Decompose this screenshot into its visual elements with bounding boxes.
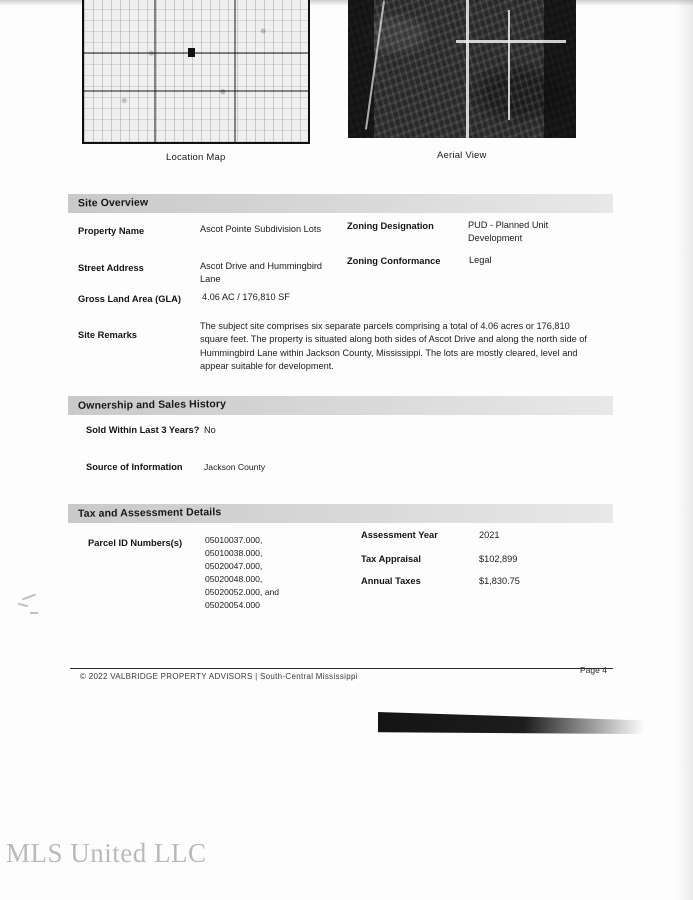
mls-watermark: MLS United LLC [6,838,207,868]
tax-section-title: Tax and Assessment Details [77,506,222,520]
sold-within-3-years-label: Sold Within Last 3 Years? [86,425,200,435]
parcel-id-5: 05020052.000, and [205,587,280,597]
sold-within-3-years-value: No [204,425,216,435]
parcel-id-1: 05010037.000, [205,535,263,545]
location-map-image [82,0,310,144]
aerial-road-vertical [466,0,469,138]
property-name-label: Property Name [78,226,145,236]
ownership-section-bar [68,396,613,415]
footer-page-number: Page 4 [580,665,607,675]
source-of-information-value: Jackson County [204,462,266,472]
parcel-id-4: 05020048.000, [205,574,263,584]
parcel-id-label: Parcel ID Numbers(s) [88,538,183,548]
scan-smudge-artifact [378,712,644,734]
property-name-value: Ascot Pointe Subdivision Lots [200,224,322,234]
street-address-label: Street Address [78,263,144,273]
map-road-horizontal-2 [84,90,310,92]
map-road-vertical-2 [234,0,236,144]
site-overview-title: Site Overview [77,196,149,210]
map-road-vertical [154,0,156,144]
tax-appraisal-label: Tax Appraisal [361,554,421,564]
zoning-conformance-label: Zoning Conformance [347,256,441,266]
scan-speck-3 [30,612,38,614]
aerial-dark-right [544,0,576,138]
site-overview-section-bar [68,194,613,213]
aerial-road-vertical-2 [508,10,510,120]
parcel-id-6: 05020054.000 [205,600,260,610]
zoning-conformance-value: Legal [469,255,492,265]
map-road-horizontal [84,52,310,54]
scan-speck-1 [22,594,36,601]
footer-copyright: © 2022 VALBRIDGE PROPERTY ADVISORS | South-Central Mississippi [80,672,358,681]
zoning-designation-label: Zoning Designation [347,221,434,231]
assessment-year-label: Assessment Year [361,530,438,540]
ownership-section-title: Ownership and Sales History [77,398,227,412]
aerial-dark-left [348,0,374,138]
site-remarks-label: Site Remarks [78,330,137,340]
scan-speck-2 [18,603,28,608]
assessment-year-value: 2021 [479,530,500,540]
imagery-row [0,0,693,170]
zoning-designation-value: PUD - Planned Unit Development [468,220,549,243]
aerial-view-caption: Aerial View [437,150,487,161]
aerial-view-image [348,0,576,138]
annual-taxes-label: Annual Taxes [361,576,421,586]
parcel-id-2: 05010038.000, [205,548,263,558]
footer-divider [70,668,613,669]
tax-section-bar [68,504,613,523]
location-map-texture [84,0,308,142]
parcel-id-3: 05020047.000, [205,561,263,571]
street-address-value: Ascot Drive and Hummingbird Lane [200,261,323,284]
aerial-road-horizontal [456,40,566,43]
site-remarks-value: The subject site comprises six separate parcels comprising a total of 4.06 acres or 176,810 square feet. The property is situated along both sides of Ascot Drive and along the north side of Hummingbird Lane within Jackson County, Mississippi. The lots are mostly cleared, level and appear suitable for development. [200,321,587,372]
tax-appraisal-value: $102,899 [479,554,518,564]
source-of-information-label: Source of Information [86,462,183,472]
map-subject-marker [188,48,195,57]
location-map-caption: Location Map [166,152,226,163]
annual-taxes-value: $1,830.75 [479,576,520,586]
gross-land-area-label: Gross Land Area (GLA) [78,294,181,304]
gross-land-area-value: 4.06 AC / 176,810 SF [202,292,290,302]
